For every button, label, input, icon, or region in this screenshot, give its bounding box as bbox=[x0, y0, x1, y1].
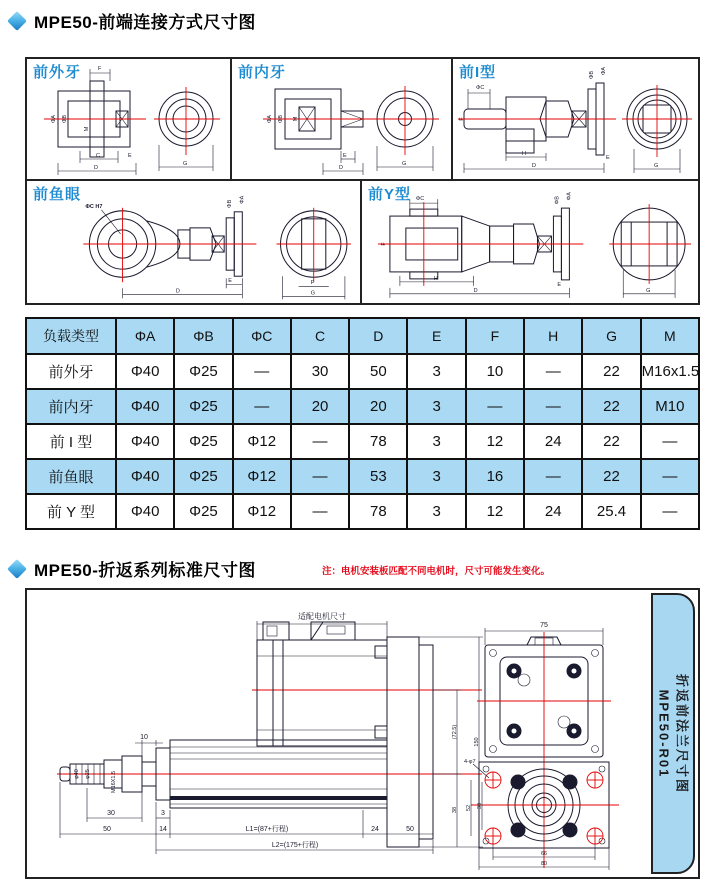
dim-label: ΦB bbox=[278, 114, 284, 124]
header-cell: G bbox=[582, 318, 640, 354]
table-row bbox=[26, 459, 699, 494]
foldback-panel bbox=[25, 588, 700, 879]
table-row bbox=[26, 424, 699, 459]
table-cell: — bbox=[641, 494, 699, 529]
table-cell: 前内牙 bbox=[26, 389, 116, 424]
diamond-icon bbox=[7, 11, 27, 31]
dim-label: ΦC H7 bbox=[85, 203, 103, 210]
dim-label: 4-φ7 bbox=[464, 759, 476, 765]
motor-note: 注：电机安装板匹配不同电机时，尺寸可能发生变化。 bbox=[322, 566, 551, 577]
side-tab-text bbox=[655, 673, 690, 793]
dim-label: E bbox=[128, 153, 132, 159]
dim-table-head-row bbox=[26, 318, 699, 354]
dim-label: D bbox=[339, 165, 343, 171]
table-cell: 12 bbox=[466, 424, 524, 459]
header-cell: 负载类型 bbox=[26, 318, 116, 354]
dim-label: E bbox=[606, 155, 610, 161]
dim-label: φ40 bbox=[74, 769, 80, 779]
dim-label: E bbox=[557, 281, 562, 288]
dim-label: (72.5) bbox=[452, 724, 458, 740]
cell-front-i-type bbox=[453, 59, 698, 179]
dim-label: ΦA bbox=[267, 114, 273, 124]
dimension-table bbox=[25, 317, 700, 530]
dim-label: 3 bbox=[161, 810, 165, 817]
dim-label: ΦB bbox=[227, 199, 234, 208]
table-cell: 30 bbox=[291, 354, 349, 389]
header-cell: E bbox=[407, 318, 465, 354]
table-cell: Φ40 bbox=[116, 354, 174, 389]
table-cell: 22 bbox=[582, 459, 640, 494]
table-cell: — bbox=[466, 389, 524, 424]
dim-label: ΦA bbox=[51, 114, 57, 124]
table-row bbox=[26, 494, 699, 529]
table-cell: Φ40 bbox=[116, 459, 174, 494]
dim-label: E bbox=[228, 278, 232, 285]
section1-header bbox=[10, 8, 256, 33]
table-cell: — bbox=[641, 424, 699, 459]
table-cell: Φ12 bbox=[233, 459, 291, 494]
section2-header bbox=[10, 556, 256, 581]
cell-front-fish-eye bbox=[27, 181, 362, 303]
dim-label: G bbox=[646, 287, 651, 294]
table-cell: Φ40 bbox=[116, 494, 174, 529]
table-cell: — bbox=[524, 459, 582, 494]
dim-table-body bbox=[26, 354, 699, 529]
dim-label: 80 bbox=[540, 861, 548, 867]
dim-label: 52 bbox=[466, 804, 472, 812]
table-cell: Φ25 bbox=[174, 459, 232, 494]
table-cell: 22 bbox=[582, 389, 640, 424]
table-cell: Φ40 bbox=[116, 424, 174, 459]
dim-label: G bbox=[183, 161, 188, 167]
header-cell: F bbox=[466, 318, 524, 354]
table-cell: — bbox=[291, 424, 349, 459]
dim-label: 14 bbox=[159, 826, 167, 833]
table-cell: — bbox=[524, 389, 582, 424]
dim-label: 10 bbox=[140, 734, 148, 741]
table-cell: M10 bbox=[641, 389, 699, 424]
header-cell: ΦB bbox=[174, 318, 232, 354]
dim-label: M16X1.5 bbox=[111, 770, 117, 794]
dim-label: ΦB bbox=[589, 70, 595, 80]
dim-label: D bbox=[532, 163, 536, 169]
dim-label: C bbox=[96, 153, 100, 159]
table-cell: — bbox=[291, 494, 349, 529]
table-cell: Φ25 bbox=[174, 424, 232, 459]
table-cell: — bbox=[524, 354, 582, 389]
dim-label: ΦA bbox=[601, 66, 607, 76]
table-cell: — bbox=[291, 459, 349, 494]
dim-label: ΦA bbox=[239, 195, 246, 204]
connection-types-panel bbox=[25, 57, 700, 305]
dim-label: ΦB bbox=[554, 196, 561, 205]
table-cell: Φ25 bbox=[174, 494, 232, 529]
table-row bbox=[26, 389, 699, 424]
table-cell: 53 bbox=[349, 459, 407, 494]
dim-label: ΦB bbox=[62, 114, 68, 124]
cell-front-external-thread bbox=[27, 59, 232, 179]
table-cell: Φ40 bbox=[116, 389, 174, 424]
dim-label: D bbox=[175, 288, 180, 295]
table-cell: 22 bbox=[582, 424, 640, 459]
section2-title: MPE50-折返系列标准尺寸图 bbox=[34, 561, 256, 580]
header-cell: M bbox=[641, 318, 699, 354]
table-cell: 78 bbox=[349, 494, 407, 529]
table-cell: 25.4 bbox=[582, 494, 640, 529]
table-cell: 3 bbox=[407, 459, 465, 494]
dim-label: L2=(175+行程) bbox=[271, 842, 319, 849]
dim-label: ΦC bbox=[415, 196, 425, 203]
header-cell: C bbox=[291, 318, 349, 354]
header-cell: H bbox=[524, 318, 582, 354]
cell-front-internal-thread bbox=[232, 59, 453, 179]
table-cell: 20 bbox=[349, 389, 407, 424]
dim-label: φ25 bbox=[85, 769, 91, 779]
cell-label: 前内牙 bbox=[238, 64, 287, 81]
dim-label: D bbox=[473, 287, 478, 294]
dim-label: G bbox=[402, 161, 407, 167]
table-cell: Φ12 bbox=[233, 494, 291, 529]
dim-label: F bbox=[98, 66, 102, 72]
table-cell: 10 bbox=[466, 354, 524, 389]
side-tab-line2: MPE50-R01 bbox=[657, 689, 672, 778]
table-cell: Φ12 bbox=[233, 424, 291, 459]
side-tab-line1: 折返前法兰尺寸图 bbox=[674, 673, 690, 794]
header-cell: D bbox=[349, 318, 407, 354]
dim-label: 30 bbox=[107, 810, 115, 817]
table-cell: 22 bbox=[582, 354, 640, 389]
cell-front-y-type bbox=[362, 181, 698, 303]
dim-label: F bbox=[459, 117, 465, 121]
dim-label: D bbox=[94, 165, 98, 171]
dim-label: ΦC bbox=[476, 85, 485, 91]
dim-label: F bbox=[380, 242, 387, 246]
dim-label: 50 bbox=[103, 826, 111, 833]
table-cell: — bbox=[641, 459, 699, 494]
table-cell: 3 bbox=[407, 354, 465, 389]
dim-label: G bbox=[654, 163, 659, 169]
dim-label: M bbox=[293, 116, 299, 122]
table-cell: 3 bbox=[407, 494, 465, 529]
dim-label: H bbox=[433, 275, 438, 282]
table-cell: 前 I 型 bbox=[26, 424, 116, 459]
foldback-dimension-drawing bbox=[27, 590, 698, 877]
dim-label: 66 bbox=[540, 851, 548, 857]
table-cell: 12 bbox=[466, 494, 524, 529]
dim-label: H bbox=[522, 151, 526, 157]
dim-label: 38 bbox=[477, 802, 483, 810]
table-cell: M16x1.5 bbox=[641, 354, 699, 389]
header-cell: ΦA bbox=[116, 318, 174, 354]
motor-fit-label: 适配电机尺寸 bbox=[298, 612, 346, 621]
cell-label: 前Y型 bbox=[368, 186, 412, 203]
diamond-icon bbox=[7, 559, 27, 579]
table-cell: 50 bbox=[349, 354, 407, 389]
cell-label: 前外牙 bbox=[33, 64, 82, 81]
dim-label: G bbox=[310, 290, 316, 297]
dim-label: M bbox=[84, 126, 90, 132]
table-cell: 16 bbox=[466, 459, 524, 494]
dim-label: 50 bbox=[406, 826, 414, 833]
foldback-side-tab bbox=[651, 593, 695, 874]
dim-label: E bbox=[343, 153, 347, 159]
table-cell: 前外牙 bbox=[26, 354, 116, 389]
table-cell: 前 Y 型 bbox=[26, 494, 116, 529]
dim-label: 75 bbox=[540, 622, 548, 629]
dim-label: 150 bbox=[474, 737, 480, 747]
cell-label: 前I型 bbox=[459, 64, 497, 81]
table-cell: 3 bbox=[407, 424, 465, 459]
front-y-type-drawing bbox=[362, 181, 698, 303]
table-row bbox=[26, 354, 699, 389]
table-cell: 前鱼眼 bbox=[26, 459, 116, 494]
cell-label: 前鱼眼 bbox=[33, 186, 82, 203]
header-cell: ΦC bbox=[233, 318, 291, 354]
table-cell: 24 bbox=[524, 424, 582, 459]
table-cell: 3 bbox=[407, 389, 465, 424]
dim-label: 24 bbox=[371, 826, 379, 833]
section1-title: MPE50-前端连接方式尺寸图 bbox=[34, 13, 256, 32]
table-cell: Φ25 bbox=[174, 389, 232, 424]
table-cell: 78 bbox=[349, 424, 407, 459]
table-cell: 20 bbox=[291, 389, 349, 424]
table-cell: — bbox=[233, 389, 291, 424]
dim-label: F bbox=[310, 280, 315, 287]
dim-label: 38 bbox=[452, 806, 458, 814]
dim-label: L1=(87+行程) bbox=[245, 826, 289, 833]
dim-label: ΦA bbox=[566, 192, 573, 201]
table-cell: Φ25 bbox=[174, 354, 232, 389]
table-cell: 24 bbox=[524, 494, 582, 529]
table-cell: — bbox=[233, 354, 291, 389]
